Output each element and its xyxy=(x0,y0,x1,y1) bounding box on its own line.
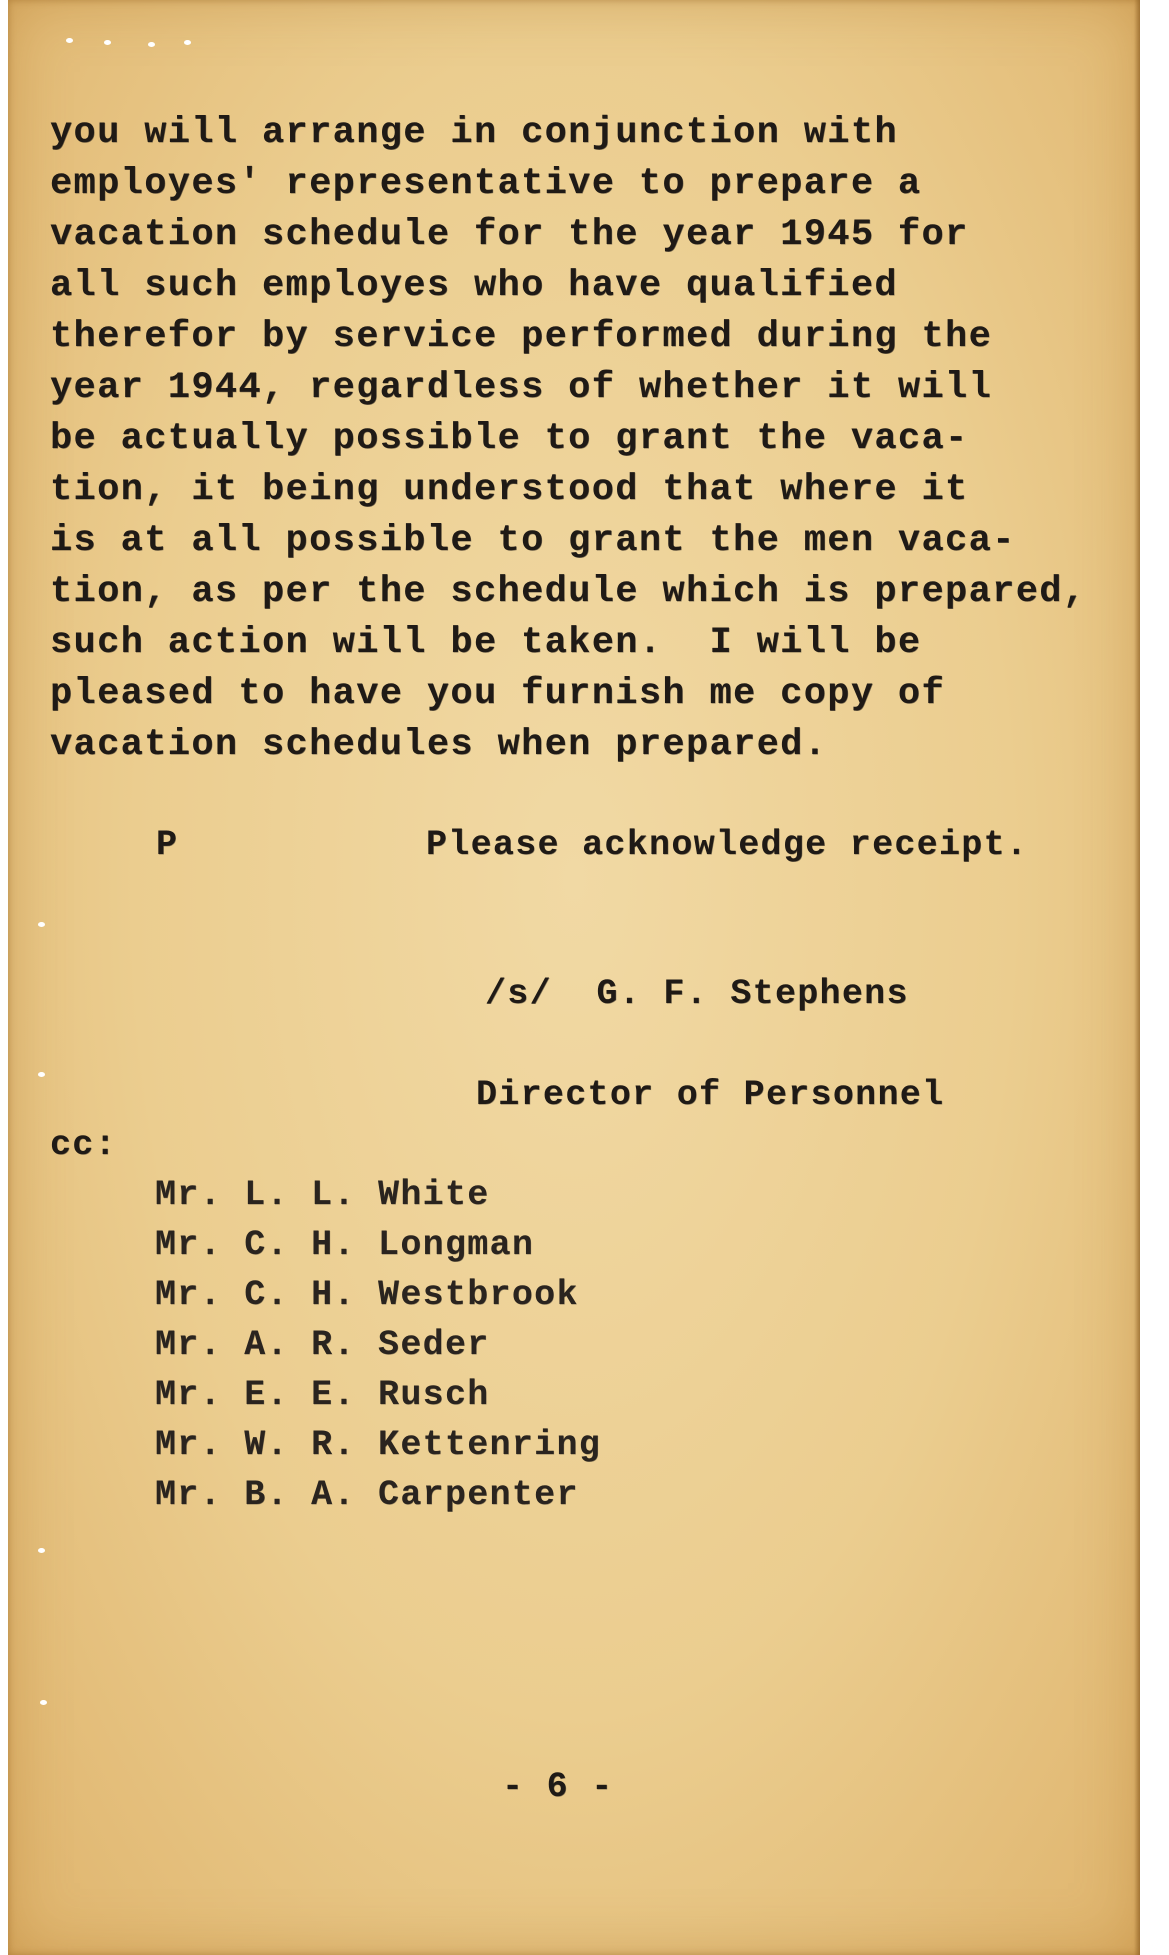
paper-edge-shadow xyxy=(1134,0,1140,1955)
punch-hole xyxy=(38,922,45,927)
body-line: tion, it being understood that where it xyxy=(50,469,969,511)
punch-hole xyxy=(66,38,73,43)
cc-recipient: Mr. W. R. Kettenring xyxy=(155,1425,602,1465)
cc-recipient: Mr. C. H. Longman xyxy=(155,1225,535,1265)
cc-label: cc: xyxy=(50,1125,117,1165)
body-line: all such employes who have qualified xyxy=(50,265,898,307)
body-line: such action will be taken. I will be xyxy=(50,622,922,664)
body-line: year 1944, regardless of whether it will xyxy=(50,367,993,409)
signer-title: Director of Personnel xyxy=(476,1075,945,1115)
body-line: tion, as per the schedule which is prepared, xyxy=(50,571,1087,613)
cc-recipient: Mr. B. A. Carpenter xyxy=(155,1475,579,1515)
signature-line: /s/ G. F. Stephens xyxy=(485,974,909,1014)
body-line: vacation schedule for the year 1945 for xyxy=(50,214,969,256)
body-line: is at all possible to grant the men vaca- xyxy=(50,520,1016,562)
punch-hole xyxy=(184,40,191,45)
body-line: pleased to have you furnish me copy of xyxy=(50,673,946,715)
punch-hole xyxy=(148,42,155,47)
cc-recipient: Mr. E. E. Rusch xyxy=(155,1375,490,1415)
initial-mark: P xyxy=(156,825,179,865)
body-line: therefor by service performed during the xyxy=(50,316,993,358)
cc-recipient: Mr. C. H. Westbrook xyxy=(155,1275,579,1315)
punch-hole xyxy=(38,1072,45,1077)
body-line: be actually possible to grant the vaca- xyxy=(50,418,969,460)
body-line: employes' representative to prepare a xyxy=(50,163,922,205)
body-line: you will arrange in conjunction with xyxy=(50,112,898,154)
cc-recipient: Mr. A. R. Seder xyxy=(155,1325,490,1365)
page-number: - 6 - xyxy=(502,1767,614,1807)
closing-line: Please acknowledge receipt. xyxy=(426,825,1029,865)
typewritten-letter-page xyxy=(8,0,1140,1955)
punch-hole xyxy=(38,1548,45,1553)
body-line: vacation schedules when prepared. xyxy=(50,724,828,766)
cc-recipient: Mr. L. L. White xyxy=(155,1175,490,1215)
punch-hole xyxy=(40,1700,47,1705)
punch-hole xyxy=(104,40,111,45)
